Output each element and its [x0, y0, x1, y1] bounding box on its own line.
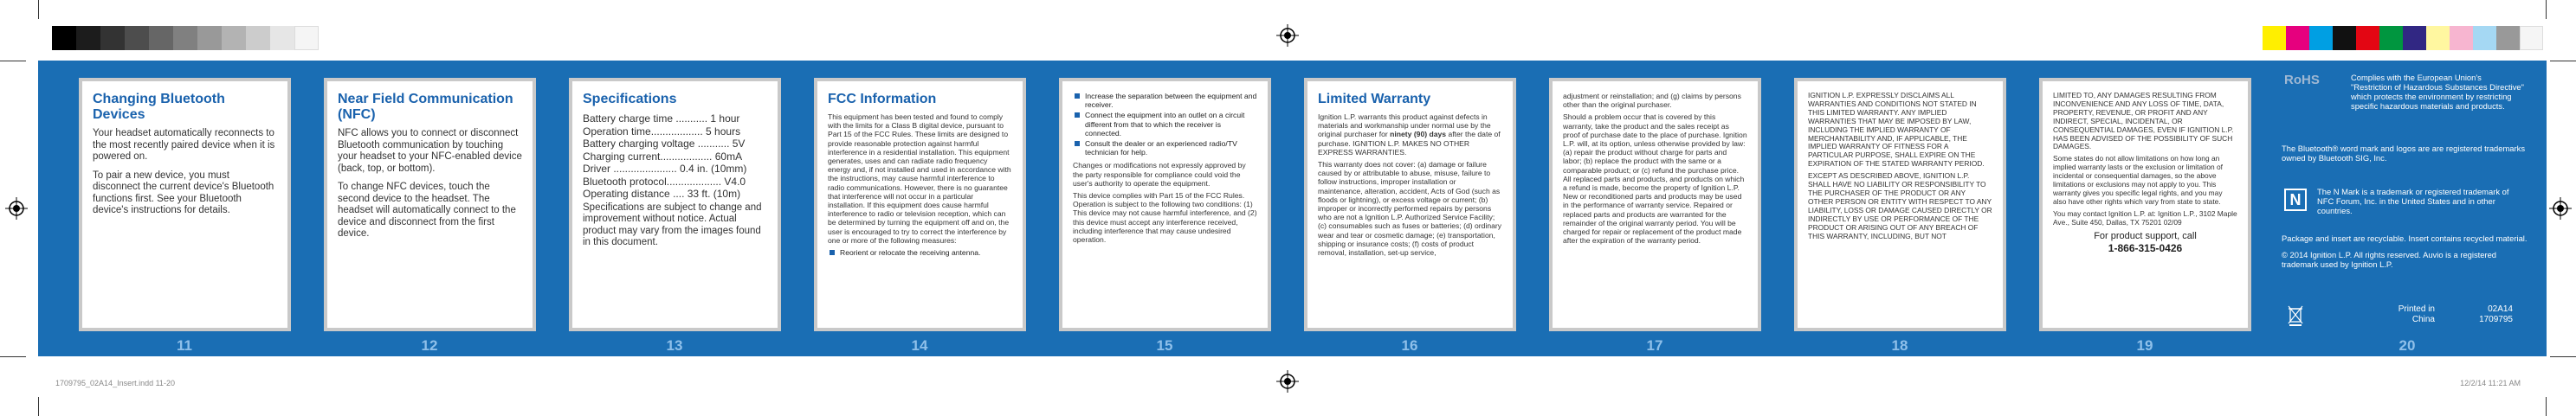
- warranty-intro-text: after the date of purchase. IGNITION L.P. MAKES NO OTHER EXPRESS WARRANTIES.: [1318, 130, 1501, 157]
- print-code: 1709795: [2479, 315, 2513, 324]
- printed-in-country: China: [2411, 315, 2435, 324]
- support-phone: 1-866-315-0426: [2108, 241, 2183, 254]
- page-number: 12: [421, 337, 438, 354]
- grayscale-bar: [52, 26, 319, 50]
- spec-row: Battery charge time ........... 1 hour: [583, 112, 740, 125]
- copyright-text: © 2014 Ignition L.P. All rights reserved. Auvio is a registered trademark used by Ignition L.P.: [2282, 250, 2497, 269]
- fcc-bullet-list: [828, 248, 1012, 257]
- panel-paragraph: This device complies with Part 15 of the FCC Rules. Operation is subject to the following two conditions: (1) This device may not cause harmful interference, and (2) this device must accept any interference received, including interference that may cause undesired operation.: [1073, 191, 1257, 245]
- nfc-trademark-text: The N Mark is a trademark or registered trademark of NFC Forum, Inc. in the United States and in other countries.: [2317, 187, 2509, 215]
- spec-row: Operating distance .... 33 ft. (10m): [583, 188, 741, 200]
- page-number: 18: [1891, 337, 1908, 354]
- panel-title: Limited Warranty: [1318, 92, 1431, 106]
- print-codes: [2461, 304, 2513, 325]
- panel-paragraph: adjustment or reinstallation; and (g) claims by persons other than the original purchaser.: [1563, 92, 1741, 110]
- warranty-intro-text: Ignition L.P. warrants this product against defects in materials and workmanship under normal use by the original purchaser for: [1318, 112, 1491, 139]
- rohs-logo-icon: RoHS: [2284, 73, 2320, 87]
- crop-mark: [2546, 0, 2547, 19]
- page-number: 13: [666, 337, 683, 354]
- panel-paragraph: Some states do not allow limitations on how long an implied warranty lasts or the exclusion or limitation of incidental or consequential damages, so the above limitations or exclusions may not apply to you. This warranty gives you specific legal rights, and you may also have other rights which vary from state to state.: [2053, 154, 2223, 206]
- printed-in: [2383, 304, 2435, 325]
- registration-mark-icon: [1276, 24, 1299, 47]
- page-number: 14: [911, 337, 928, 354]
- panel-specifications: [569, 78, 781, 331]
- page-number: 19: [2136, 337, 2153, 354]
- spec-list: [583, 112, 767, 201]
- panel-paragraph: IGNITION L.P. EXPRESSLY DISCLAIMS ALL WARRANTIES AND CONDITIONS NOT STATED IN THIS LIMITED WARRANTY. ANY IMPLIED WARRANTIES THAT MAY BE IMPOSED BY LAW, INCLUDING THE IMPLIED WARRANTY OF MERCHANTABILITY AND, IF APPLICABLE, THE IMPLIED WARRANTY OF FITNESS FOR A PARTICULAR PURPOSE, SHALL EXPIRE ON THE EXPIRATION OF THE STATED WARRANTY PERIOD.: [1808, 91, 1985, 169]
- panel-paragraph: Should a problem occur that is covered by this warranty, take the product and the sales receipt as proof of purchase date to the place of purchase. Ignition L.P. will, at its option, unless otherwise provided by law: (a) repair the product without charge for parts and labor; (b) replace the product with the same or a comparable product; or (c) refund the purchase price. All replaced parts and products, and products on which a refund is made, become the property of Ignition L.P. New or reconditioned parts and products may be used in the performance of warranty service. Repaired or replaced parts and products are warranted for the remainder of the original warranty period. You will be charged for repair or replacement of the product made after the expiration of the warranty period.: [1563, 112, 1747, 246]
- panel-paragraph: You may contact Ignition L.P. at: Ignition L.P., 3102 Maple Ave., Suite 450, Dallas, TX 75201 02/09: [2053, 208, 2237, 227]
- fcc-bullet: Reorient or relocate the receiving antenna.: [828, 248, 1012, 257]
- page-number: 16: [1401, 337, 1418, 354]
- spec-row: Driver ...................... 0.4 in. (10mm): [583, 163, 747, 175]
- slug-timestamp: 12/2/14 11:21 AM: [2460, 379, 2521, 387]
- nfc-n-mark-icon: N: [2284, 189, 2307, 211]
- panel-warranty-continued: [1549, 78, 1761, 331]
- warranty-period: ninety (90) days: [1390, 130, 1447, 139]
- bluetooth-trademark-text: The Bluetooth® word mark and logos are are registered trademarks owned by Bluetooth SIG, Inc.: [2282, 144, 2526, 163]
- spec-row: Battery charging voltage ........... 5V: [583, 138, 746, 150]
- printed-in-label: Printed in: [2398, 304, 2435, 314]
- spec-row: Bluetooth protocol................... V4.0: [583, 175, 746, 188]
- panel-paragraph: Your headset automatically reconnects to the most recently paired device when it is powered on.: [93, 128, 275, 162]
- panel-limited-warranty: [1304, 78, 1516, 331]
- crop-mark: [38, 0, 39, 19]
- registration-mark-icon: [2549, 197, 2572, 220]
- panel-paragraph: LIMITED TO, ANY DAMAGES RESULTING FROM INCONVENIENCE AND ANY LOSS OF TIME, DATA, PROPERTY, REVENUE, OR PROFIT AND ANY INDIRECT, SPECIAL, INCIDENTAL, OR CONSEQUENTIAL DAMAGES, EVEN IF IGNITION L.P. HAS BEEN ADVISED OF THE POSSIBILITY OF SUCH DAMAGES.: [2053, 91, 2234, 151]
- page-number: 15: [1156, 337, 1173, 354]
- panel-paragraph: To pair a new device, you must disconnect the current device's Bluetooth functions first. See your Bluetooth device's instructions for details.: [93, 170, 274, 215]
- panel-title: Near Field Communication (NFC): [338, 92, 513, 122]
- warranty-intro: [1318, 112, 1502, 157]
- slug-filename: 1709795_02A14_Insert.indd 11-20: [55, 379, 175, 387]
- color-bar: [2263, 26, 2543, 50]
- fcc-bullet: Consult the dealer or an experienced radio/TV technician for help.: [1073, 139, 1257, 157]
- page-number: 11: [177, 337, 192, 354]
- panel-fcc-information: [814, 78, 1026, 331]
- panel-title: Specifications: [583, 92, 677, 106]
- support-label: For product support, call: [2094, 230, 2197, 241]
- fcc-body: This equipment has been tested and found to comply with the limits for a Class B digital device, pursuant to Part 15 of the FCC Rules. These limits are designed to provide reasonable protection against harmful interference in a residential installation. This equipment generates, uses and can radiate radio frequency energy and, if not installed and used in accordance with the instructions, may cause harmful interference to radio communications. However, there is no guarantee that interference will not occur in a particular installation. If this equipment does cause harmful interference to radio or television reception, which can be determined by turning the equipment off and on, the user is encouraged to try to correct the interference by one or more of the following measures:: [828, 112, 1011, 245]
- spec-row: Charging current.................. 60mA: [583, 150, 743, 163]
- print-code: 02A14: [2488, 304, 2513, 314]
- panel-paragraph: To change NFC devices, touch the second device to the headset. The headset will automatically connect to the device and disconnect from the first device.: [338, 182, 516, 239]
- spec-row: Operation time.................. 5 hours: [583, 125, 741, 138]
- crop-mark: [38, 397, 39, 416]
- panel-title: Changing Bluetooth Devices: [93, 92, 225, 122]
- registration-mark-icon: [1276, 370, 1299, 393]
- fcc-bullet: Increase the separation between the equipment and receiver.: [1073, 92, 1257, 109]
- panel-title: FCC Information: [828, 92, 937, 106]
- back-cover-legal: [2282, 144, 2533, 170]
- page-number: 20: [2398, 337, 2416, 354]
- panel-warranty-limitations: [2039, 78, 2251, 331]
- recycle-text: Package and insert are recyclable. Insert contains recycled material.: [2282, 234, 2528, 243]
- panel-paragraph: NFC allows you to connect or disconnect Bluetooth communication by touching your headset to your NFC-enabled device (back, top, or bottom).: [338, 128, 522, 174]
- panel-warranty-disclaimer: [1794, 78, 2006, 331]
- panel-changing-bluetooth-devices: [79, 78, 291, 331]
- panel-paragraph: This warranty does not cover: (a) damage or failure caused by or attributable to abuse, misuse, failure to follow instructions, improper installation or maintenance, alteration, accident, Acts of God (such as floods or lightning), or excess voltage or current; (b) improper or incorrectly performed repairs by persons who are not a Ignition L.P. Authorized Service Facility; (c) consumables such as fuses or batteries; (d) ordinary wear and tear or cosmetic damage; (e) transportation, shipping or insurance costs; (f) costs of product removal, installation, set-up service,: [1318, 160, 1502, 258]
- crop-mark: [0, 356, 26, 357]
- panel-paragraph: Changes or modifications not expressly approved by the party responsible for compliance could void the user's authority to operate the equipment.: [1073, 161, 1246, 188]
- back-cover-legal-2: [2282, 234, 2533, 276]
- rohs-text: Complies with the European Union's "Restriction of Hazardous Substances Directive" which protects the environment by restricting specific hazardous materials and products.: [2351, 73, 2524, 111]
- fcc-bullet-list: [1073, 92, 1257, 157]
- panel-fcc-continued: [1059, 78, 1271, 331]
- weee-bin-icon: [2288, 304, 2303, 327]
- crop-mark: [2546, 397, 2547, 416]
- panel-nfc: [324, 78, 536, 331]
- crop-mark: [2550, 356, 2576, 357]
- registration-mark-icon: [5, 197, 28, 220]
- page-number: 17: [1646, 337, 1663, 354]
- spec-note: Specifications are subject to change and improvement without notice. Actual product may vary from the images found in this document.: [583, 202, 762, 247]
- fcc-bullet: Connect the equipment into an outlet on a circuit different from that to which the receiver is connected.: [1073, 111, 1257, 138]
- panel-paragraph: EXCEPT AS DESCRIBED ABOVE, IGNITION L.P. SHALL HAVE NO LIABILITY OR RESPONSIBILITY TO THE PURCHASER OF THE PRODUCT OR ANY OTHER PERSON OR ENTITY WITH RESPECT TO ANY LIABILITY, LOSS OR DAMAGE CAUSED DIRECTLY OR INDIRECTLY BY USE OR PERFORMANCE OF THE PRODUCT OR ARISING OUT OF ANY BREACH OF THIS WARRANTY, INCLUDING, BUT NOT: [1808, 171, 1992, 240]
